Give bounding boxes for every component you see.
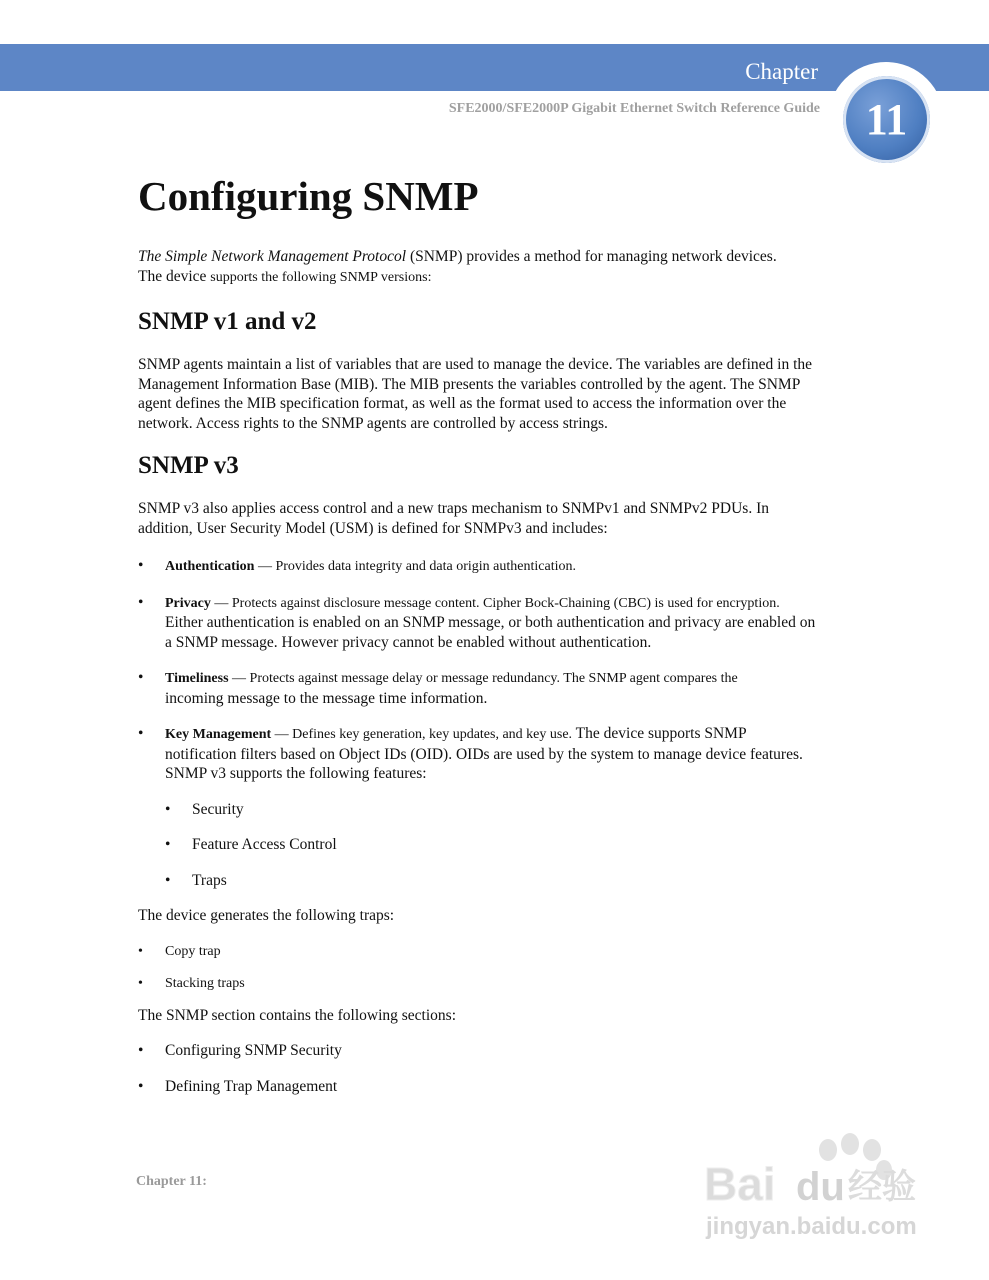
chapter-label: Chapter: [745, 59, 818, 84]
watermark-url: jingyan.baidu.com: [706, 1213, 917, 1240]
usm-feature-list: [138, 556, 818, 784]
baidu-watermark-logo: [700, 1128, 940, 1248]
v3-sub-feature-list: [165, 800, 818, 891]
watermark-cn: 经验: [848, 1167, 916, 1207]
watermark-brand: Bai: [704, 1158, 776, 1210]
guide-title: SFE2000/SFE2000P Gigabit Ethernet Switch Reference Guide: [448, 101, 820, 116]
section-v1-v2-body: SNMP agents maintain a list of variables that are used to manage the device. The variables are defined in the Management Information Base (MIB). The MIB presents the variables controlled by the agent. The SNMP agent defines the MIB specification format, as well as the format used to access the information over the network. Access rights to the SNMP agents are controlled by access strings.: [138, 356, 813, 432]
intro-line2: The device: [138, 267, 211, 285]
footer-chapter-label: Chapter 11:: [136, 1174, 207, 1189]
section-v3-body: SNMP v3 also applies access control and a new traps mechanism to SNMPv1 and SNMPv2 PDUs. In addition, User Security Model (USM) is defined for SNMPv3 and includes:: [138, 500, 769, 537]
section-link-snmp-security: • Configuring SNMP Security: [138, 1041, 818, 1061]
section-heading-v1-v2: SNMP v1 and v2: [138, 308, 317, 335]
chapter-number-badge: 11: [843, 76, 930, 163]
feature-privacy: • Privacy — Protects against disclosure message content. Cipher Bock-Chaining (CBC) is used for encryption. Either authentication is enabled on an SNMP message, or both authentication and privacy are enabled on a SNMP message. However privacy cannot be enabled without authentication.: [138, 593, 818, 653]
feature-timeliness: • Timeliness — Protects against message delay or message redundancy. The SNMP agent compares the incoming message to the message time information.: [138, 668, 818, 708]
section-heading-v3: SNMP v3: [138, 452, 239, 479]
watermark-brand-du: du: [796, 1165, 845, 1209]
sub-feature-item: • Security: [165, 800, 818, 820]
feature-authentication: • Authentication — Provides data integrity and data origin authentication.: [138, 556, 818, 577]
trap-item: • Copy trap: [138, 942, 818, 961]
intro-italic: The Simple Network Management Protocol: [138, 248, 407, 265]
intro-paragraph: [138, 247, 818, 287]
trap-item: • Stacking traps: [138, 974, 818, 993]
page-content: [138, 172, 818, 1112]
traps-list: [138, 942, 818, 993]
traps-intro: The device generates the following traps:: [138, 907, 395, 924]
sections-intro: The SNMP section contains the following sections:: [138, 1006, 456, 1024]
sub-feature-item: • Traps: [165, 871, 818, 891]
sub-feature-item: • Feature Access Control: [165, 835, 818, 855]
section-link-trap-management: • Defining Trap Management: [138, 1077, 818, 1097]
intro-rest: (SNMP) provides a method for managing network devices.: [406, 248, 777, 265]
feature-key-management: • Key Management — Defines key generation, key updates, and key use. The device supports SNMP notification filters based on Object IDs (OID). OIDs are used by the system to manage device features. SNMP v3 supports the following features:: [138, 724, 818, 784]
intro-line2-small: supports the following SNMP versions:: [210, 269, 432, 285]
sections-list: [138, 1041, 818, 1096]
page-title: Configuring SNMP: [138, 173, 479, 219]
